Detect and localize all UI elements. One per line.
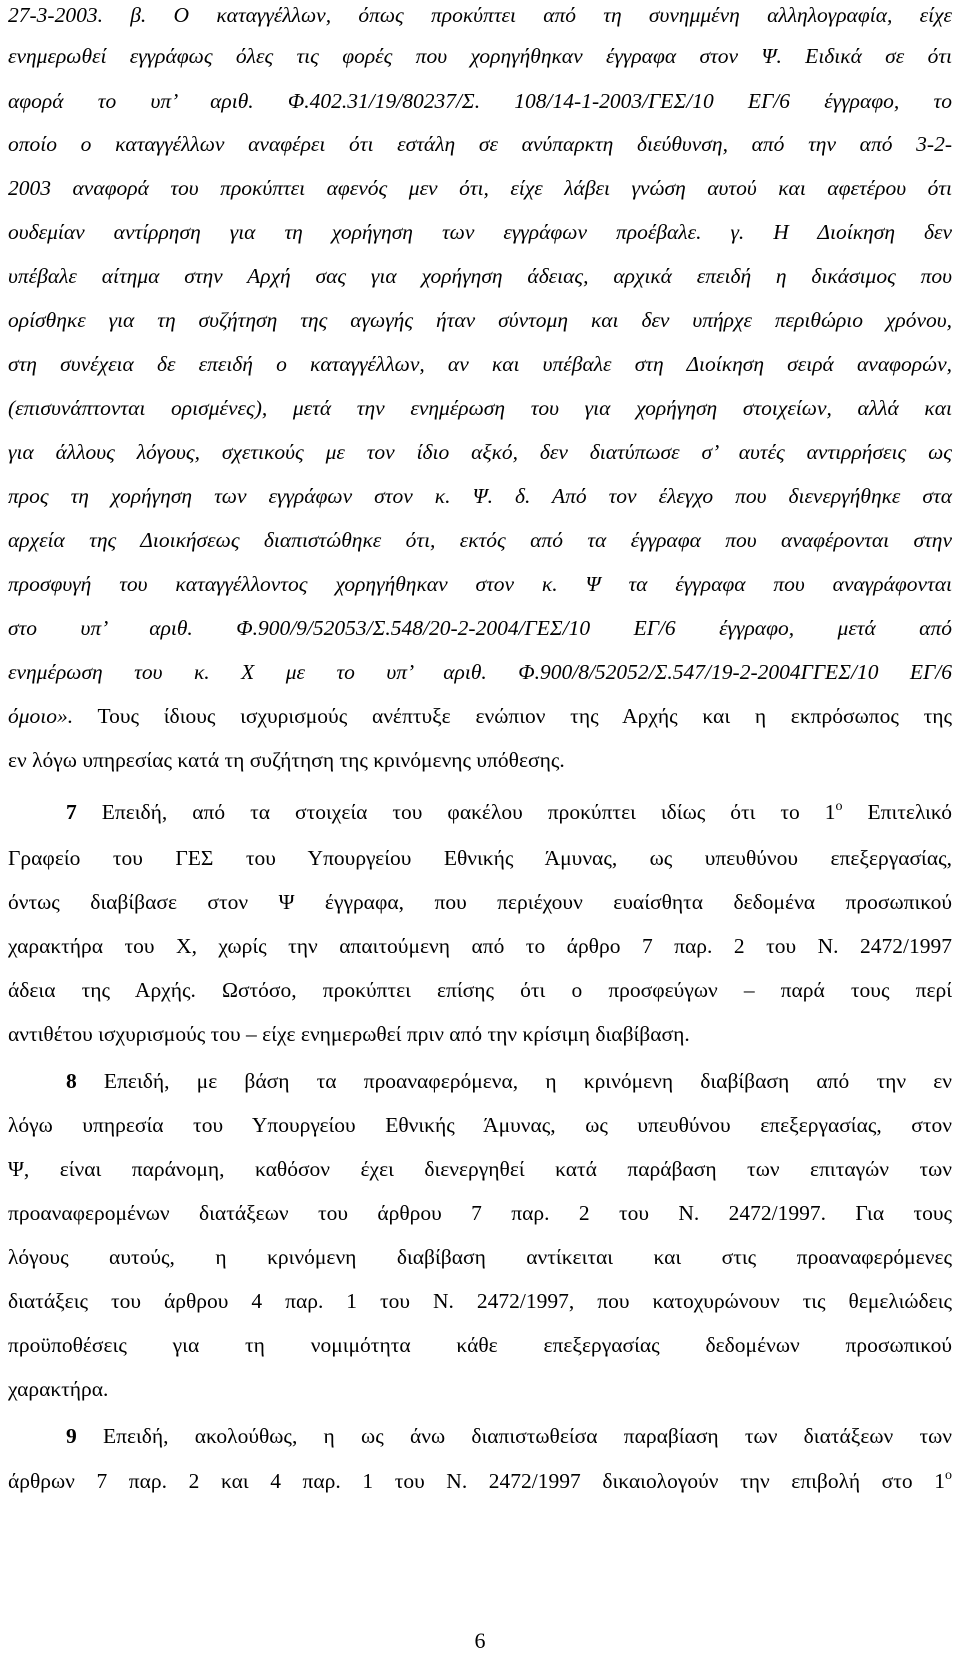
text-line: χαρακτήρα του Χ, χωρίς την απαιτούμενη από το άρθρο 7 παρ. 2 του Ν. 2472/1997 xyxy=(8,934,952,958)
text-line: λόγους αυτούς, η κρινόμενη διαβίβαση αντίκειται και στις προαναφερόμενες xyxy=(8,1245,952,1269)
paragraph-number: 8 xyxy=(66,1069,77,1093)
quote-end: όμοιο». xyxy=(8,704,74,728)
text-line: Γραφείο του ΓΕΣ του Υπουργείου Εθνικής Άμυνας, ως υπευθύνου επεξεργασίας, xyxy=(8,846,952,870)
text-line: όντως διαβίβασε στον Ψ έγγραφα, που περιέχουν ευαίσθητα δεδομένα προσωπικού xyxy=(8,890,952,914)
text-line xyxy=(8,701,952,731)
paragraph-number: 7 xyxy=(66,800,77,824)
text-span: άρθρων 7 παρ. 2 και 4 παρ. 1 του Ν. 2472/1997 δικαιολογούν την επιβολή στο 1 xyxy=(8,1469,945,1493)
page-number: 6 xyxy=(474,1628,486,1653)
text-line: στο υπ’ αριθ. Φ.900/9/52053/Σ.548/20-2-2004/ΓΕΣ/10 ΕΓ/6 έγγραφο, μετά από xyxy=(8,616,952,640)
text-line: 2003 αναφορά του προκύπτει αφενός μεν ότι, είχε λάβει γνώση αυτού και αφετέρου ότι xyxy=(8,176,952,200)
text-span: Επειδή, από τα στοιχεία του φακέλου προκύπτει ιδίως ότι το 1 xyxy=(76,800,836,824)
text-line: 27-3-2003. β. Ο καταγγέλλων, όπως προκύπτει από τη συνημμένη αλληλογραφία, είχε xyxy=(8,3,952,27)
paragraph-7-first-line xyxy=(66,797,952,827)
text-line: άδεια της Αρχής. Ωστόσο, προκύπτει επίσης ότι ο προσφεύγων – παρά τους περί xyxy=(8,978,952,1002)
text-span: Επειδή, με βάση τα προαναφερόμενα, η κρινόμενη διαβίβαση από την εν xyxy=(76,1069,952,1093)
text-line: εν λόγω υπηρεσίας κατά τη συζήτηση της κρινόμενης υπόθεσης. xyxy=(8,748,565,772)
text-line: αρχεία της Διοικήσεως διαπιστώθηκε ότι, εκτός από τα έγγραφα που αναφέρονται στην xyxy=(8,528,952,552)
text-span: Επειδή, ακολούθως, η ως άνω διαπιστωθείσα παραβίαση των διατάξεων των xyxy=(76,1424,952,1448)
text-line: αφορά το υπ’ αριθ. Φ.402.31/19/80237/Σ. 108/14-1-2003/ΓΕΣ/10 ΕΓ/6 έγγραφο, το xyxy=(8,89,952,113)
text-line: διατάξεις του άρθρου 4 παρ. 1 του Ν. 2472/1997, που κατοχυρώνουν τις θεμελιώδεις xyxy=(8,1289,952,1313)
text-line: προς τη χορήγηση των εγγράφων στον κ. Ψ. δ. Από τον έλεγχο που διενεργήθηκε στα xyxy=(8,484,952,508)
superscript: ο xyxy=(945,1468,952,1483)
paragraph-9-first-line xyxy=(66,1421,952,1451)
superscript: ο xyxy=(835,799,843,814)
text-span: Επιτελικό xyxy=(842,800,953,824)
text-line: για άλλους λόγους, σχετικούς με τον ίδιο αξκό, δεν διατύπωσε σ’ αυτές αντιρρήσεις ως xyxy=(8,440,952,464)
text-line xyxy=(8,1466,952,1496)
text-line: ενημέρωση του κ. Χ με το υπ’ αριθ. Φ.900/8/52052/Σ.547/19-2-2004ΓΓΕΣ/10 ΕΓ/6 xyxy=(8,660,952,684)
text-line: ουδεμίαν αντίρρηση για τη χορήγηση των εγγράφων προέβαλε. γ. Η Διοίκηση δεν xyxy=(8,220,952,244)
text-line: στη συνέχεια δε επειδή ο καταγγέλλων, αν και υπέβαλε στη Διοίκηση σειρά αναφορών, xyxy=(8,352,952,376)
text-line: προσφυγή του καταγγέλλοντος χορηγήθηκαν στον κ. Ψ τα έγγραφα που αναγράφονται xyxy=(8,572,952,596)
text-line: (επισυνάπτονται ορισμένες), μετά την ενημέρωση του για χορήγηση στοιχείων, αλλά και xyxy=(8,396,952,420)
text-span: Τους ίδιους ισχυρισμούς ανέπτυξε ενώπιον της Αρχής και η εκπρόσωπος της xyxy=(73,704,952,728)
text-line: χαρακτήρα. xyxy=(8,1377,109,1401)
text-line: υπέβαλε αίτημα στην Αρχή σας για χορήγηση άδειας, αρχικά επειδή η δικάσιμος που xyxy=(8,264,952,288)
text-line: Ψ, είναι παράνομη, καθόσον έχει διενεργηθεί κατά παράβαση των επιταγών των xyxy=(8,1157,952,1181)
text-line: προϋποθέσεις για τη νομιμότητα κάθε επεξεργασίας δεδομένων προσωπικού xyxy=(8,1333,952,1357)
text-line: αντιθέτου ισχυρισμούς του – είχε ενημερωθεί πριν από την κρίσιμη διαβίβαση. xyxy=(8,1022,690,1046)
text-line: ορίσθηκε για τη συζήτηση της αγωγής ήταν σύντομη και δεν υπήρχε περιθώριο χρόνου, xyxy=(8,308,952,332)
paragraph-8-first-line xyxy=(66,1066,952,1096)
text-line: λόγω υπηρεσία του Υπουργείου Εθνικής Άμυνας, ως υπευθύνου επεξεργασίας, στον xyxy=(8,1113,952,1137)
text-line: προαναφερομένων διατάξεων του άρθρου 7 παρ. 2 του Ν. 2472/1997. Για τους xyxy=(8,1201,952,1225)
text-line: οποίο ο καταγγέλλων αναφέρει ότι εστάλη σε ανύπαρκτη διεύθυνση, από την από 3-2- xyxy=(8,132,952,156)
paragraph-number: 9 xyxy=(66,1424,77,1448)
text-line: ενημερωθεί εγγράφως όλες τις φορές που χορηγήθηκαν έγγραφα στον Ψ. Ειδικά σε ότι xyxy=(8,44,952,68)
